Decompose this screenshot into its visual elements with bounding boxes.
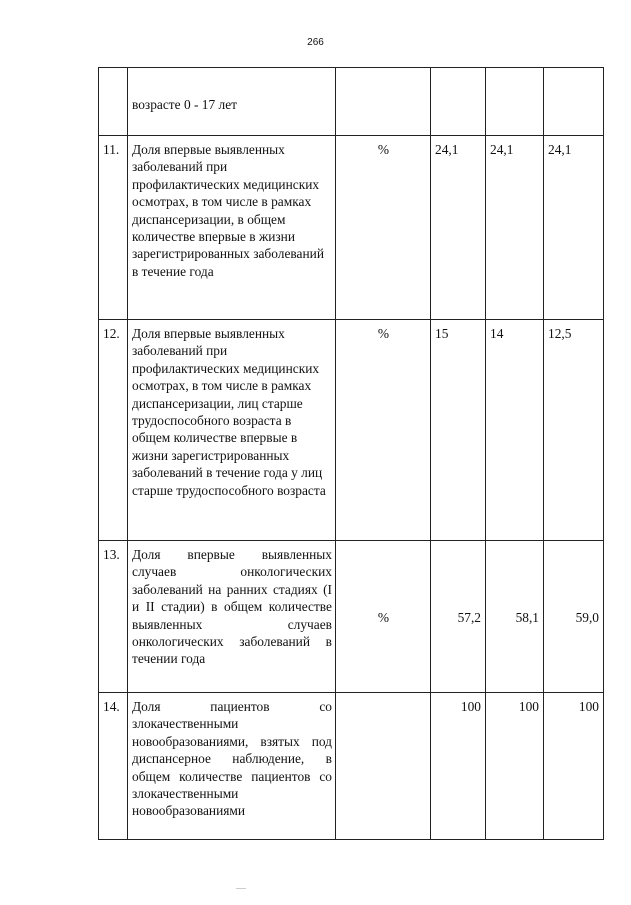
value-cell: 14 (486, 320, 544, 541)
scan-mark (236, 888, 246, 889)
value-cell: 100 (486, 693, 544, 840)
indicator-name: Доля впервые выявленных случаев онкологических заболеваний на ранних стадиях (I и II стадии) в общем количестве выявленных случаев онкологических заболеваний в течении года (128, 541, 336, 693)
value-cell: 12,5 (544, 320, 604, 541)
value-cell: 100 (544, 693, 604, 840)
unit-cell (336, 68, 431, 136)
value-cell: 58,1 (486, 541, 544, 693)
unit-cell: % (336, 541, 431, 693)
value-cell: 57,2 (431, 541, 486, 693)
table-row (99, 68, 604, 136)
indicator-name: Доля пациентов со злокачественными новообразованиями, взятых под диспансерное наблюдение, в общем количестве пациентов со злокачественными новообразованиями (128, 693, 336, 840)
unit-cell: % (336, 136, 431, 320)
value-cell (486, 68, 544, 136)
table-row (99, 136, 604, 320)
row-number: 11. (99, 136, 128, 320)
row-number (99, 68, 128, 136)
table-row (99, 541, 604, 693)
table-row (99, 693, 604, 840)
indicators-table (98, 67, 604, 840)
value-cell: 100 (431, 693, 486, 840)
value-cell: 24,1 (544, 136, 604, 320)
table-row (99, 320, 604, 541)
value-cell (544, 68, 604, 136)
page-number: 266 (307, 37, 324, 48)
unit-cell (336, 693, 431, 840)
value-cell: 15 (431, 320, 486, 541)
indicator-name: Доля впервые выявленных заболеваний при профилактических медицинских осмотрах, в том числе в рамках диспансеризации, лиц старше трудоспособного возраста в общем количестве впервые в жизни зарегистрированных заболеваний в течение года у лиц старше трудоспособного возраста (128, 320, 336, 541)
indicator-name: Доля впервые выявленных заболеваний при профилактических медицинских осмотрах, в том числе в рамках диспансеризации, в общем количестве впервые в жизни зарегистрированных заболеваний в течение года (128, 136, 336, 320)
value-cell (431, 68, 486, 136)
indicator-name: возрасте 0 - 17 лет (128, 68, 336, 136)
unit-cell: % (336, 320, 431, 541)
value-cell: 24,1 (486, 136, 544, 320)
value-cell: 24,1 (431, 136, 486, 320)
row-number: 13. (99, 541, 128, 693)
row-number: 14. (99, 693, 128, 840)
value-cell: 59,0 (544, 541, 604, 693)
row-number: 12. (99, 320, 128, 541)
